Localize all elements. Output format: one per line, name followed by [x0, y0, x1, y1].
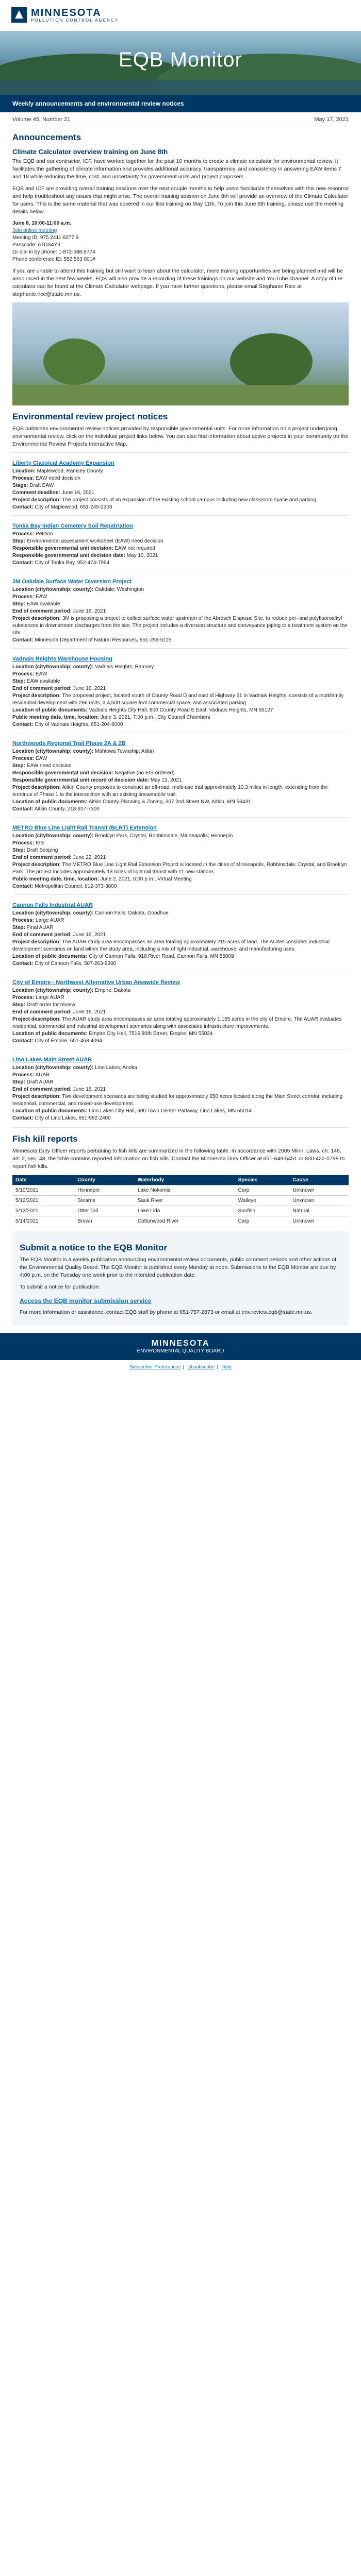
project-field-label: Process: [12, 671, 35, 677]
project-field-label: End of comment period: [12, 608, 72, 614]
meeting-time: June 8, 10:00-11:00 a.m. [12, 221, 71, 226]
project-field-value: Large AUAR [36, 995, 64, 1001]
state-logo-icon [11, 7, 27, 23]
submit-para: The EQB Monitor is a weekly publication announcing environmental review documents, public comment periods and other actions of the Environmental Quality Board. The EQB Monitor is published every Monday at noon. Submissions to the EQB Monitor are due by 4:00 p.m. on the Tuesday one week prior to the intended publication date. [20, 1257, 336, 1278]
project-field [12, 994, 349, 1002]
project-list [12, 452, 349, 1122]
project-field-label: Location (city/township; county): [12, 988, 94, 993]
table-cell: Otter Tail [74, 1206, 135, 1216]
table-column-header: County [74, 1175, 135, 1185]
project-field-label: Contact: [12, 560, 34, 566]
project-field-value: Empire; Dakota [95, 988, 130, 993]
table-cell: Sauk River [135, 1196, 235, 1206]
issue-meta [12, 112, 349, 126]
project-field-value: June 16, 2021 [73, 932, 106, 938]
project-field [12, 1030, 349, 1038]
table-column-header: Date [12, 1175, 74, 1185]
project-field-label: Location of public documents: [12, 1031, 88, 1037]
fish-intro: Minnesota Duty Officer reports pertaining to fish kills are summarized in the following table. In accordance with 2005 Minn. Laws, ch. 146, art. 2, sec. 48, the table contains reported information on fish kills. Contact the Minnesota Duty Officer at 651-649-5451 or 800-422-0798 to report fish kills. [12, 1148, 345, 1170]
project-field-label: Location of public documents: [12, 799, 88, 805]
announcement-para: The EQB and our contractor, ICF, have worked together for the past 10 months to create a climate calculator for environmental review. It facilitates the gathering of climate information and provides additional accuracy, transparency, and consistency in answering EAW items 7 and 18 while reducing the time, cost, and uncertainty for government units and project proposers. [12, 158, 341, 180]
main-content [0, 112, 361, 1326]
project-field [12, 861, 349, 876]
project-field-label: Responsible governmental unit decision date: [12, 553, 125, 558]
project-field [12, 552, 349, 560]
fish-heading: Fish kill reports [12, 1134, 78, 1144]
photo-tree [43, 338, 105, 385]
project-field-label: Responsible governmental unit record of decision date: [12, 777, 150, 783]
project-field-label: Comment deadline: [12, 490, 60, 496]
project-field-value: Environmental assessment worksheet (EAW) need decision [26, 538, 163, 544]
table-cell: Unknown [290, 1185, 349, 1196]
project-field-value: Oakdale; Washington [95, 587, 144, 592]
project-field [12, 854, 349, 861]
project-field [12, 497, 349, 504]
footer-logo: MINNESOTA [151, 1339, 210, 1348]
project-field-label: End of comment period: [12, 1009, 72, 1015]
project-field [12, 531, 349, 538]
project-title-link[interactable]: Tonka Bay Indian Cemetery Soil Repatriation [12, 523, 133, 529]
project-field-label: Process: [12, 531, 35, 537]
project-field [12, 489, 349, 497]
project-field [12, 560, 349, 567]
project-field [12, 1115, 349, 1122]
logo-sub: POLLUTION CONTROL AGENCY [31, 18, 119, 23]
project-field-label: Contact: [12, 884, 34, 889]
table-column-header: Cause [290, 1175, 349, 1185]
fish-kill-table [12, 1175, 349, 1226]
project-field-label: Contact: [12, 504, 34, 510]
project-field-value: Aitkin County Planning & Zoning, 307 2nd Street NW, Aitkin, MN 56431 [88, 799, 251, 805]
meeting-link[interactable]: Join online meeting [12, 228, 57, 233]
banner-water [0, 80, 361, 95]
project-field-label: Process: [12, 756, 35, 761]
project-field-value: Large AUAR [36, 918, 64, 923]
table-cell: Walleye [235, 1196, 290, 1206]
project-field-label: Process: [12, 1072, 35, 1078]
table-cell: Cottonwood River [135, 1216, 235, 1227]
project-field-value: Two development scenarios are being studied for approximately 650 acres located along the Main Street corridor, including residential, commercial, and mixed-use development. [12, 1094, 343, 1107]
project-field [12, 755, 349, 762]
project-field [12, 1038, 349, 1045]
banner-photo [12, 302, 349, 405]
table-row [12, 1185, 349, 1196]
project-field-label: Step: [12, 679, 25, 684]
project-entry [12, 817, 349, 890]
project-field-label: Location of public documents: [12, 707, 88, 713]
project-field-value: EAW need decision [26, 763, 72, 769]
project-field [12, 714, 349, 721]
project-field [12, 762, 349, 770]
project-field-label: Step: [12, 848, 25, 853]
submit-para: To submit a notice for publication: [20, 1284, 100, 1290]
project-entry [12, 452, 349, 511]
project-field-label: Contact: [12, 1038, 34, 1044]
photo-tree [230, 333, 313, 390]
project-field [12, 685, 349, 692]
table-cell: 5/13/2021 [12, 1206, 74, 1216]
project-field-label: Location: [12, 468, 36, 474]
project-field [12, 707, 349, 714]
project-field-value: EAW need decision [36, 476, 80, 481]
table-cell: 5/12/2021 [12, 1196, 74, 1206]
project-field [12, 883, 349, 890]
project-field [12, 939, 349, 953]
header-banner [0, 31, 361, 95]
table-cell: Stearns [74, 1196, 135, 1206]
table-row [12, 1206, 349, 1216]
table-row [12, 1196, 349, 1206]
project-field [12, 953, 349, 960]
table-cell: Unknown [290, 1196, 349, 1206]
project-field-value: June 22, 2021 [73, 855, 106, 860]
project-field [12, 721, 349, 728]
table-cell: Brown [74, 1216, 135, 1227]
project-field-value: The METRO Blue Line Light Rail Extension Project is located in the cities of Minneapolis, Robbinsdale, Crystal, and Brooklyn Park. The project includes approximately 13 miles of light rail transit with 11 new stations. [12, 862, 348, 875]
project-title-link[interactable]: City of Empire - Northwest Alternative Urban Areawide Review [12, 979, 180, 986]
announcements-heading: Announcements [12, 132, 81, 142]
project-field-label: Location (city/township; county): [12, 833, 94, 839]
project-field-label: Step: [12, 538, 25, 544]
project-field-value: Minnesota Department of Natural Resources, 651-259-5115 [35, 637, 172, 643]
project-field [12, 468, 349, 475]
table-cell: Carp [235, 1216, 290, 1227]
sub-footer: Subscriber Preferences | Unsubscribe | Help [129, 1364, 232, 1370]
project-field-label: Step: [12, 1079, 25, 1085]
project-field-value: City of Cannon Falls, 507-263-9300 [35, 961, 117, 967]
project-field-value: The proposed project, located south of County Road D and east of Highway 61 in Vadnais Heights, consists of a multifamily residential development with 266 units, a 4,500 square foot commercial space, and associated parking. [12, 693, 344, 706]
project-field-value: June 16, 2021 [61, 490, 94, 496]
project-entry [12, 648, 349, 728]
project-field [12, 1072, 349, 1079]
project-field-label: Step: [12, 763, 25, 769]
project-field [12, 586, 349, 594]
project-field-value: Empire City Hall, 7516 80th Street, Empire, MN 55024 [89, 1031, 213, 1037]
project-field [12, 748, 349, 755]
footer-org: ENVIRONMENTAL QUALITY BOARD [137, 1348, 224, 1354]
project-field-label: End of comment period: [12, 855, 72, 860]
project-field-value: City of Cannon Falls, 918 River Road, Cannon Falls, MN 55009 [89, 954, 234, 959]
table-body [12, 1185, 349, 1227]
project-field-label: Location (city/township; county): [12, 1065, 94, 1071]
project-field [12, 876, 349, 883]
project-field-value: June 16, 2021 [73, 1009, 106, 1015]
project-field [12, 1086, 349, 1093]
table-cell: Natural [290, 1206, 349, 1216]
footer-link-preferences[interactable]: Subscriber Preferences [129, 1364, 181, 1370]
project-field-label: Project description: [12, 939, 61, 945]
project-field-value: Final AUAR [26, 925, 54, 930]
project-field-value: May 13, 2021 [150, 777, 182, 783]
project-field [12, 960, 349, 968]
project-field [12, 538, 349, 545]
project-field-label: Project description: [12, 693, 61, 699]
project-field-value: June 16, 2021 [73, 686, 106, 691]
project-field-value: Draft Scoping [26, 848, 58, 853]
project-field-value: Aitkin County, 218-927-7300 [34, 806, 100, 812]
project-field [12, 1002, 349, 1009]
project-field-label: Location of public documents: [12, 1108, 88, 1114]
ern-intro: EQB publishes environmental review notices provided by responsible governmental units. For more information on a project undergoing environmental review, click on the individual project links below. You can also find information about active projects in your community on the Environmental Review Projects Interactive Map. [12, 426, 349, 447]
project-field-value: City of Tonka Bay, 952-474-7994 [35, 560, 110, 566]
project-entry [12, 571, 349, 644]
project-field-value: Maplewood, Ramsey County [37, 468, 103, 474]
table-cell: 5/14/2021 [12, 1216, 74, 1227]
project-field-value: City of Empire, 651-463-4094 [35, 1038, 102, 1044]
project-entry [12, 733, 349, 813]
project-field [12, 608, 349, 615]
project-field-label: Location (city/township; county): [12, 587, 94, 592]
project-title-link[interactable]: Lino Lakes Main Street AUAR [12, 1057, 92, 1063]
project-field-value: 3M is proposing a project to collect surface water upstream of the Abresch Disposal Site, to reduce per- and polyfluoroalkyl substances in downstream discharges from the site. The project includes a diversion structure and conveyance piping to a treatment system on the site. [12, 616, 348, 636]
project-field-label: Project description: [12, 497, 61, 503]
project-field-label: Contact: [12, 806, 34, 812]
submit-para: For more information or assistance, contact EQB staff by phone at 651-757-2873 or email at env.review.eqb@state.mn.us. [20, 1309, 313, 1315]
submit-box [12, 1231, 349, 1326]
project-field [12, 664, 349, 671]
project-field-value: Draft AUAR [26, 1079, 54, 1085]
project-field-label: Responsible governmental unit decision: [12, 770, 113, 776]
project-field [12, 1064, 349, 1072]
footer-link-help[interactable]: Help [221, 1364, 232, 1370]
meeting-passcode: Passcode: oTDS4Y3 [12, 242, 60, 248]
project-field-label: Contact: [12, 1115, 34, 1121]
mn-logo[interactable] [11, 7, 119, 23]
table-row [12, 1216, 349, 1227]
project-field [12, 1016, 349, 1030]
ern-heading: Environmental review project notices [12, 412, 168, 421]
project-field [12, 594, 349, 601]
announcement-para: EQB and ICF are providing overall training sessions over the next couple months to help users familiarize themselves with this new resource and help troubleshoot any issues that might arise. The overall training session on June 8th will provide an overview of the Climate Calculator for users. This is the same material that was covered in our first training on May 11th. To join this June 8th training, please use the meeting details below. [12, 185, 349, 215]
project-field-label: Public meeting date, time, location: [12, 715, 99, 720]
project-field-label: Project description: [12, 1016, 61, 1022]
footer [0, 1333, 361, 1360]
project-field-value: The AUAR study area encompasses an area totaling approximately 1,155 acres in the city of Empire. The AUAR evaluates residential, commercial and industrial development scenarios along with associated infrastructure improvements. [12, 1016, 342, 1029]
project-field-value: AUAR [35, 1072, 50, 1078]
project-field-value: Draft EAW [29, 483, 54, 488]
project-field [12, 917, 349, 924]
project-field-value: City of Lino Lakes, 651-982-2400 [35, 1115, 111, 1121]
footer-link-unsubscribe[interactable]: Unsubscribe [187, 1364, 215, 1370]
submit-heading: Submit a notice to the EQB Monitor [20, 1243, 168, 1252]
tagline: Weekly announcements and environmental review notices [0, 95, 361, 112]
project-field-label: Location of public documents: [12, 954, 88, 959]
project-field-label: Step: [12, 925, 25, 930]
project-field [12, 601, 349, 608]
project-field-value: City of Vadnais Heights, 651-204-6000 [35, 722, 123, 727]
project-field-value: EAW available [26, 601, 60, 607]
table-cell: Lake Nokomis [135, 1185, 235, 1196]
project-field-value: The AUAR study area encompasses an area totaling approximately 215 acres of land. The AUAR considers industrial development scenarios on land within the study area, including a mix of light industrial, warehouse, and manufacturing uses. [12, 939, 330, 952]
project-field [12, 482, 349, 489]
project-title-link[interactable]: Northwoods Regional Trail Phase 2A & 2B [12, 740, 126, 747]
project-field [12, 847, 349, 854]
project-field-label: Project description: [12, 785, 61, 790]
submission-service-link[interactable]: Access the EQB monitor submission service [20, 1297, 152, 1304]
project-field-label: End of comment period: [12, 932, 72, 938]
project-field-label: Contact: [12, 722, 34, 727]
project-entry [12, 1049, 349, 1122]
project-field-label: End of comment period: [12, 686, 72, 691]
project-field [12, 987, 349, 994]
project-field-value: Lino Lakes; Anoka [95, 1065, 137, 1071]
project-field-label: Step: [12, 601, 25, 607]
project-field-label: Process: [12, 840, 35, 846]
project-field [12, 1108, 349, 1115]
project-field [12, 799, 349, 806]
project-field [12, 770, 349, 777]
project-field-label: Project description: [12, 862, 61, 868]
project-field-value: Negative (no EIS ordered) [114, 770, 175, 776]
project-field [12, 692, 349, 707]
project-field [12, 777, 349, 784]
project-field-value: May 10, 2021 [126, 553, 158, 558]
project-field-value: EAW [36, 594, 47, 600]
meeting-dial: Or dial in by phone: 1-872-588-5774 [12, 249, 95, 255]
table-column-header: Species [235, 1175, 290, 1185]
project-field-label: Location (city/township; county): [12, 664, 94, 670]
announcement-para: If you are unable to attend this training but still want to learn about the calculator, more training opportunities are being planned and will be announced in the next few weeks. EQB will also provide a recording of these trainings on our website and YouTube channel. A copy of the calculator can be found at the Climate Calculator webpage. If you have further questions, please email Stephanie Rice at stephanie.rice@state.mn.us. [12, 268, 343, 297]
table-cell: Unknown [290, 1216, 349, 1227]
project-field-label: Process: [12, 995, 35, 1001]
table-cell: Carp [235, 1185, 290, 1196]
project-title-link[interactable]: METRO Blue Line Light Rail Transit (BLRT) Extension [12, 825, 157, 831]
table-header-row [12, 1175, 349, 1185]
meeting-conference-id: Phone conference ID: 552 563 001# [12, 257, 95, 262]
project-field-value: June 16, 2021 [73, 1087, 106, 1092]
project-field-value: June 16, 2021 [73, 608, 106, 614]
project-field-value: EAW [36, 756, 47, 761]
project-field-label: Stage: [12, 483, 28, 488]
table-cell: Lake Lida [135, 1206, 235, 1216]
project-field-value: Petition [36, 531, 53, 537]
project-entry [12, 515, 349, 567]
announcement-subheading: Climate Calculator overview training on June 8th [12, 148, 168, 156]
project-field [12, 1079, 349, 1086]
issue-number: Volume 45, Number 21 [12, 116, 71, 123]
project-field-value: EAW [36, 671, 47, 677]
project-field-value: Lino Lakes City Hall, 600 Town Center Parkway, Lino Lakes, MN 55014 [89, 1108, 252, 1114]
project-title-link[interactable]: 3M Oakdale Surface Water Diversion Project [12, 579, 132, 585]
project-field-value: EAW not required [114, 546, 155, 551]
project-field [12, 833, 349, 840]
project-field [12, 671, 349, 678]
project-field [12, 678, 349, 685]
photo-ground [12, 385, 349, 405]
project-field-label: Public meeting date, time, location: [12, 876, 99, 882]
project-field-value: Brooklyn Park, Crystal, Robbinsdale, Minneapolis; Hennepin [95, 833, 233, 839]
project-field [12, 910, 349, 917]
table-cell: Hennepin [74, 1185, 135, 1196]
project-field-value: The project consists of an expansion of the existing school campus including new classroom space and parking. [62, 497, 318, 503]
project-field [12, 1093, 349, 1108]
project-field-value: Vadnais Heights City Hall, 800 County Road E East, Vadnais Heights, MN 55127 [89, 707, 273, 713]
project-field-label: Project description: [12, 1094, 61, 1099]
project-title-link[interactable]: Liberty Classical Academy Expansion [12, 460, 114, 466]
project-field [12, 784, 349, 799]
project-field-label: Contact: [12, 637, 34, 643]
project-field [12, 806, 349, 813]
project-field-label: Process: [12, 476, 35, 481]
project-field [12, 931, 349, 939]
project-field-value: Draft order for review [26, 1002, 75, 1008]
project-entry [12, 894, 349, 968]
project-field [12, 924, 349, 931]
project-field-value: City of Maplewood, 651-249-2303 [35, 504, 112, 510]
project-field-label: Project description: [12, 616, 61, 621]
project-field-value: Vadnais Heights; Ramsey [95, 664, 154, 670]
project-field [12, 504, 349, 511]
project-field [12, 840, 349, 847]
project-field-label: Location (city/township; county): [12, 749, 94, 754]
project-field-label: Responsible governmental unit decision: [12, 546, 113, 551]
project-field-label: Step: [12, 1002, 25, 1008]
project-field-label: Contact: [12, 961, 34, 967]
project-field-label: End of comment period: [12, 1087, 72, 1092]
issue-date: May 17, 2021 [314, 116, 349, 123]
table-cell: Sunfish [235, 1206, 290, 1216]
table-column-header: Waterbody [135, 1175, 235, 1185]
project-title-link[interactable]: Cannon Falls Industrial AUAR [12, 902, 93, 908]
project-title-link[interactable]: Vadnais Heights Warehouse Housing [12, 656, 112, 662]
project-field-value: EAW available [26, 679, 60, 684]
meeting-id: Meeting ID: 975 2411 6077 9 [12, 235, 79, 241]
project-field-value: Cannon Falls; Dakota, Goodhue [95, 910, 169, 916]
project-field [12, 637, 349, 644]
project-field-value: Mahtowa Township; Aitkin [95, 749, 154, 754]
project-field [12, 615, 349, 637]
project-field-value: Aitkin County proposes to construct an off-road, multi-use trail approximately 10.3 miles in length, extending from the terminus of Phase 1 to the intersection with an existing snowmobile trail. [12, 785, 328, 798]
page-title: EQB Monitor [119, 48, 242, 71]
project-field-value: June 2, 2021, 6:00 p.m., Virtual Meeting [100, 876, 192, 882]
table-cell: 5/10/2021 [12, 1185, 74, 1196]
project-field-label: Location (city/township; county): [12, 910, 94, 916]
project-field [12, 1009, 349, 1016]
logo-name: MINNESOTA [31, 7, 102, 19]
project-field-label: Process: [12, 594, 35, 600]
project-field [12, 545, 349, 552]
project-field-value: EIS [36, 840, 44, 846]
top-bar [0, 0, 361, 31]
project-entry [12, 972, 349, 1045]
project-field-value: June 3, 2021, 7:00 p.m., City Council Chambers [100, 715, 210, 720]
project-field-label: Process: [12, 918, 35, 923]
project-field [12, 475, 349, 482]
divider [12, 1127, 349, 1128]
project-field-value: Metropolitan Council, 612-373-3800 [35, 884, 117, 889]
